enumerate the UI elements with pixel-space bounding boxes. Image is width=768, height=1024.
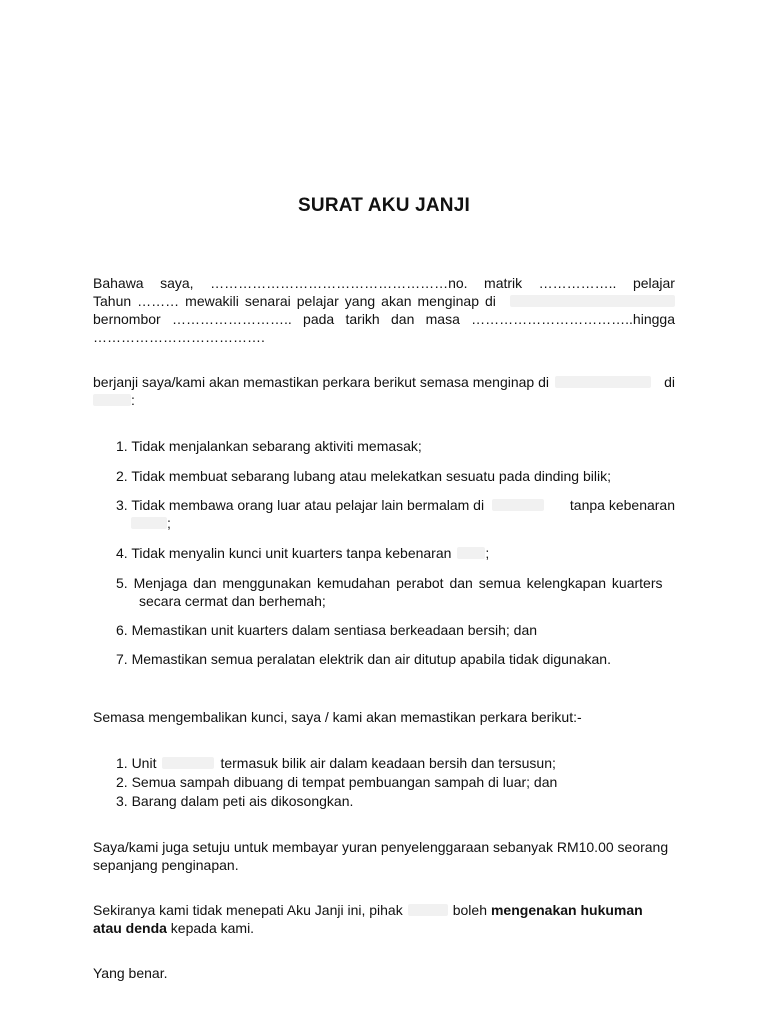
- penalty-emphasis: mengenakan hukuman: [490, 902, 643, 918]
- penalty-text: boleh: [452, 902, 487, 918]
- rule-text: ;: [167, 515, 171, 531]
- redacted-text: [93, 394, 131, 406]
- rule-text: ;: [485, 545, 490, 561]
- rule-item: 1. Tidak menjalankan sebarang aktiviti memasak;: [116, 438, 422, 454]
- redacted-text: [457, 547, 485, 559]
- redacted-text: [555, 376, 651, 388]
- intro-word: ……………..: [538, 275, 617, 291]
- pledge-colon: :: [131, 392, 135, 408]
- redacted-text: [408, 904, 448, 916]
- intro-word: mewakili: [185, 293, 239, 309]
- intro-line-2: [93, 292, 675, 310]
- intro-word: bernombor: [93, 311, 161, 327]
- rule-item: [116, 574, 675, 592]
- document-title: SURAT AKU JANJI: [298, 195, 470, 216]
- intro-word: ……………………..: [171, 311, 292, 327]
- fee-line: Saya/kami juga setuju untuk membayar yuran penyelenggaraan sebanyak RM10.00 seorang: [93, 839, 669, 855]
- intro-word: dan: [391, 311, 415, 327]
- rule-item-continuation: [131, 514, 171, 532]
- return-heading: Semasa mengembalikan kunci, saya / kami akan memastikan perkara berikut:-: [93, 709, 582, 725]
- fee-line: sepanjang penginapan.: [93, 857, 239, 873]
- rule-text: 5. Menjaga dan menggunakan kemudahan perabot dan semua kelengkapan kuarters: [116, 575, 663, 591]
- intro-line-3: [93, 310, 675, 328]
- intro-word: tarikh: [345, 311, 380, 327]
- intro-word: ……………………………..hingga: [471, 311, 675, 327]
- intro-word: menginap: [417, 293, 480, 309]
- redacted-text: [131, 517, 167, 529]
- intro-line-4: ……………………………….: [93, 329, 265, 345]
- pledge-text: berjanji saya/kami akan memastikan perkara berikut semasa menginap di: [93, 374, 549, 390]
- intro-word: matrik: [484, 275, 523, 291]
- penalty-emphasis: atau denda: [93, 920, 167, 936]
- rule-text: 3. Tidak membawa orang luar atau pelajar lain bermalam di: [116, 497, 485, 513]
- rule-item: [116, 544, 489, 562]
- penalty-line-1: [93, 901, 643, 919]
- redacted-text: [492, 499, 544, 511]
- redacted-text: [162, 757, 214, 769]
- intro-word: Tahun: [93, 293, 132, 309]
- rule-item: 2. Tidak membuat sebarang lubang atau melekatkan sesuatu pada dinding bilik;: [116, 468, 611, 484]
- intro-word: akan: [381, 293, 412, 309]
- penalty-text: Sekiranya kami tidak menepati Aku Janji ini, pihak: [93, 902, 403, 918]
- pledge-line-2: [93, 391, 135, 409]
- intro-word: saya,: [160, 275, 194, 291]
- rule-text: tanpa kebenaran: [569, 497, 675, 513]
- rule-item: 6. Memastikan unit kuarters dalam sentiasa berkeadaan bersih; dan: [116, 622, 538, 638]
- return-text: 1. Unit: [116, 755, 157, 771]
- rule-item-continuation: secara cermat dan berhemah;: [139, 593, 326, 609]
- intro-word: pada: [303, 311, 335, 327]
- intro-word: Bahawa: [93, 275, 144, 291]
- return-item: [116, 754, 556, 772]
- intro-word: pelajar: [632, 275, 675, 291]
- rule-item: [116, 496, 675, 514]
- intro-word: ………: [137, 293, 180, 309]
- intro-word: senarai: [244, 293, 291, 309]
- intro-word: ……………………………………………no.: [210, 275, 468, 291]
- rule-text: 4. Tidak menyalin kunci unit kuarters tanpa kebenaran: [116, 545, 452, 561]
- rule-item: 7. Memastikan semua peralatan elektrik dan air ditutup apabila tidak digunakan.: [116, 651, 611, 667]
- pledge-line-1: [93, 373, 675, 391]
- closing-text: Yang benar.: [93, 965, 168, 981]
- pledge-text-end: di: [664, 374, 675, 390]
- intro-word: masa: [425, 311, 460, 327]
- penalty-text: kepada kami.: [170, 920, 255, 936]
- intro-line-1: [93, 274, 675, 292]
- return-item: 2. Semua sampah dibuang di tempat pembuangan sampah di luar; dan: [116, 774, 558, 790]
- intro-word: pelajar: [296, 293, 339, 309]
- redacted-text: [510, 295, 675, 307]
- intro-word: yang: [344, 293, 376, 309]
- return-text: termasuk bilik air dalam keadaan bersih dan tersusun;: [220, 755, 556, 771]
- penalty-line-2: [93, 919, 254, 937]
- intro-word: di: [485, 293, 496, 309]
- return-item: 3. Barang dalam peti ais dikosongkan.: [116, 793, 354, 809]
